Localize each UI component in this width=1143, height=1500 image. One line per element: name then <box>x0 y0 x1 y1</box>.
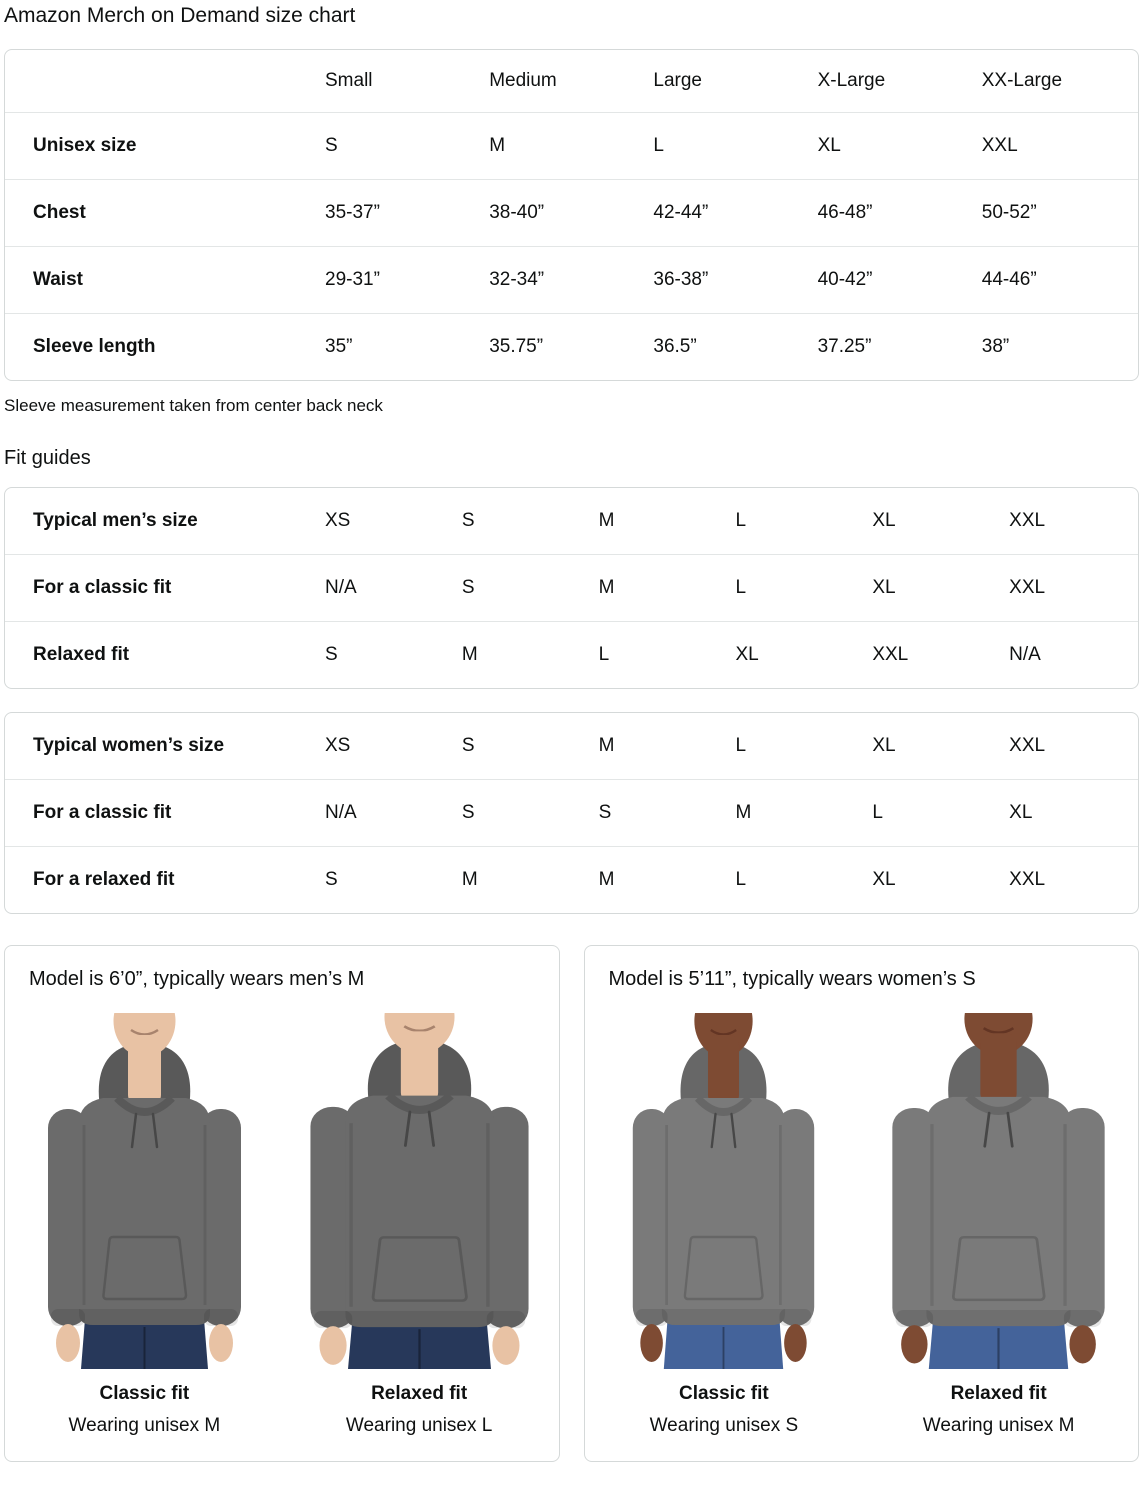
size-cell: XL <box>872 510 896 531</box>
table-row <box>5 488 1138 555</box>
model-card-title: Model is 5’11”, typically wears women’s S <box>608 968 976 990</box>
size-cell: 29-31” <box>325 269 380 290</box>
size-cell: M <box>598 577 615 598</box>
table-row <box>5 622 1138 689</box>
model-photo-classic <box>593 1013 856 1437</box>
table-row <box>5 713 1138 780</box>
size-cell: 50-52” <box>981 202 1037 223</box>
fit-guide-card-men <box>4 487 1139 689</box>
column-header: X-Large <box>817 70 886 91</box>
size-cell: S <box>325 869 338 890</box>
size-cell: L <box>735 869 747 890</box>
size-cell: L <box>653 135 664 156</box>
fit-guide-table-women <box>5 713 1138 913</box>
wearing-label: Wearing unisex M <box>922 1415 1075 1436</box>
column-header: Small <box>325 70 373 91</box>
size-cell: 36-38” <box>653 269 709 290</box>
size-cell: XXL <box>1009 735 1046 756</box>
model-photo-relaxed <box>288 1013 551 1437</box>
size-cell: XS <box>325 735 351 756</box>
table-row <box>5 314 1138 381</box>
table-row <box>5 113 1138 180</box>
fit-guides-heading: Fit guides <box>4 447 91 469</box>
row-header: Chest <box>33 202 86 223</box>
model-card-women <box>584 945 1140 1462</box>
size-cell: XL <box>872 869 896 890</box>
model-card-title: Model is 6’0”, typically wears men’s M <box>29 968 365 990</box>
size-cell: L <box>735 735 747 756</box>
size-cell: S <box>461 735 475 756</box>
size-cell: M <box>489 135 506 156</box>
column-header: Medium <box>489 70 557 91</box>
model-photo-classic <box>13 1013 276 1437</box>
row-header: For a relaxed fit <box>33 869 175 890</box>
size-cell: L <box>872 802 883 823</box>
photos-row <box>585 1013 1139 1437</box>
size-chart-header-row <box>5 50 1138 113</box>
row-header: Sleeve length <box>33 336 156 357</box>
fit-label: Relaxed fit <box>950 1383 1047 1404</box>
size-cell: 42-44” <box>653 202 709 223</box>
size-cell: 35-37” <box>325 202 380 223</box>
row-header: For a classic fit <box>33 802 172 823</box>
row-header: Waist <box>33 269 83 290</box>
size-cell: XXL <box>872 644 909 665</box>
size-chart-table <box>5 50 1138 380</box>
row-header: Typical men’s size <box>33 510 198 531</box>
row-header: Unisex size <box>33 135 137 156</box>
size-cell: 38-40” <box>489 202 545 223</box>
fit-guide-card-women <box>4 712 1139 914</box>
size-cell: XXL <box>981 135 1018 156</box>
size-cell: XL <box>817 135 841 156</box>
page-title: Amazon Merch on Demand size chart <box>4 4 356 27</box>
size-cell: XXL <box>1009 869 1046 890</box>
size-cell: M <box>461 644 478 665</box>
size-cell: N/A <box>1009 644 1041 665</box>
size-cell: XL <box>872 577 896 598</box>
column-header: XX-Large <box>981 70 1063 91</box>
man-relaxed-fit-photo <box>296 1013 543 1369</box>
table-row <box>5 247 1138 314</box>
model-photo-relaxed <box>867 1013 1130 1437</box>
size-cell: S <box>598 802 612 823</box>
wearing-label: Wearing unisex M <box>68 1415 221 1436</box>
size-cell: 40-42” <box>817 269 873 290</box>
model-cards-row <box>4 945 1139 1462</box>
sleeve-footnote: Sleeve measurement taken from center back neck <box>4 396 383 415</box>
size-cell: S <box>461 802 475 823</box>
size-cell: S <box>325 135 338 156</box>
row-header: For a classic fit <box>33 577 172 598</box>
size-cell: S <box>461 510 475 531</box>
size-cell: M <box>598 869 615 890</box>
size-cell: 36.5” <box>653 336 697 357</box>
table-row <box>5 780 1138 847</box>
size-cell: XL <box>872 735 896 756</box>
fit-guide-table-men <box>5 488 1138 688</box>
size-cell: XS <box>325 510 351 531</box>
size-cell: XXL <box>1009 577 1046 598</box>
size-cell: M <box>461 869 478 890</box>
column-header: Large <box>653 70 702 91</box>
size-cell: 38” <box>981 336 1010 357</box>
table-row <box>5 555 1138 622</box>
fit-label: Classic fit <box>99 1383 190 1404</box>
woman-relaxed-fit-photo <box>875 1013 1122 1369</box>
corner-cell <box>5 50 317 113</box>
size-cell: XL <box>735 644 759 665</box>
man-classic-fit-photo <box>21 1013 268 1369</box>
row-header: Relaxed fit <box>33 644 130 665</box>
size-cell: XL <box>1009 802 1033 823</box>
size-cell: L <box>598 644 610 665</box>
row-header: Typical women’s size <box>33 735 225 756</box>
table-row <box>5 847 1138 914</box>
size-cell: S <box>461 577 475 598</box>
model-card-men <box>4 945 560 1462</box>
size-cell: XXL <box>1009 510 1046 531</box>
fit-label: Classic fit <box>678 1383 769 1404</box>
fit-label: Relaxed fit <box>371 1383 468 1404</box>
size-cell: L <box>735 510 747 531</box>
woman-classic-fit-photo <box>600 1013 847 1369</box>
size-cell: L <box>735 577 747 598</box>
wearing-label: Wearing unisex L <box>345 1415 493 1436</box>
size-cell: S <box>325 644 338 665</box>
photos-row <box>5 1013 559 1437</box>
size-cell: 46-48” <box>817 202 873 223</box>
size-cell: 37.25” <box>817 336 872 357</box>
size-cell: 44-46” <box>981 269 1037 290</box>
size-cell: M <box>598 735 615 756</box>
size-cell: 32-34” <box>489 269 545 290</box>
wearing-label: Wearing unisex S <box>649 1415 799 1436</box>
size-cell: 35.75” <box>489 336 544 357</box>
size-cell: N/A <box>325 802 357 823</box>
size-cell: 35” <box>325 336 353 357</box>
size-cell: M <box>735 802 752 823</box>
size-cell: M <box>598 510 615 531</box>
size-cell: N/A <box>325 577 357 598</box>
table-row <box>5 180 1138 247</box>
size-chart-card <box>4 49 1139 381</box>
